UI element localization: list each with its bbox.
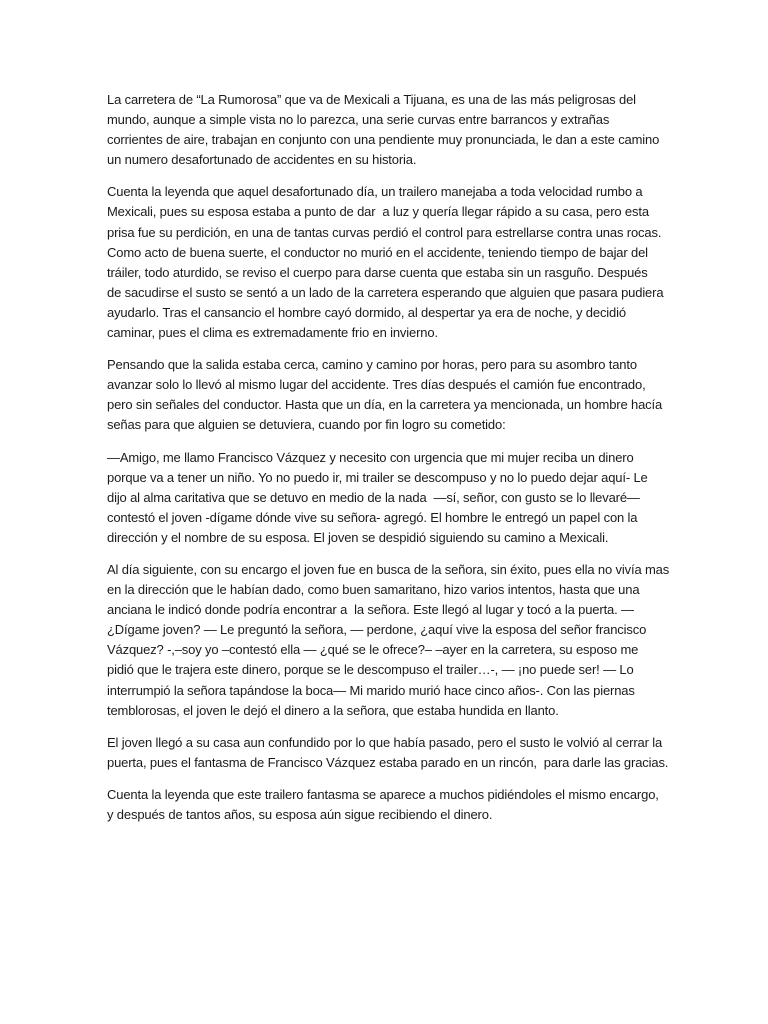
- text-line: corrientes de aire, trabajan en conjunto con una pendiente muy pronunciada, le dan a este camino: [107, 132, 660, 148]
- text-line: y después de tantos años, su esposa aún sigue recibiendo el dinero.: [107, 807, 493, 822]
- text-line: porque va a tener un niño. Yo no puedo ir, mi trailer se descompuso y no lo puedo dejar aquí- Le: [107, 469, 648, 485]
- text-line: Al día siguiente, con su encargo el joven fue en busca de la señora, sin éxito, pues ella no vivía mas: [107, 561, 670, 577]
- paragraph-5: [107, 560, 707, 721]
- text-line: anciana le indicó donde podría encontrar a la señora. Este llegó al lugar y tocó a la puerta. —: [107, 602, 634, 618]
- text-line: Como acto de buena suerte, el conductor no murió en el accidente, teniendo tiempo de bajar del: [107, 244, 648, 260]
- text-line: —Amigo, me llamo Francisco Vázquez y necesito con urgencia que mi mujer reciba un dinero: [107, 449, 634, 465]
- text-line: Cuenta la leyenda que este trailero fantasma se aparece a muchos pidiéndoles el mismo encargo,: [107, 786, 659, 802]
- text-line: La carretera de “La Rumorosa” que va de Mexicali a Tijuana, es una de las más peligrosas del: [107, 92, 636, 107]
- paragraph-7: [107, 785, 707, 825]
- text-line: Cuenta la leyenda que aquel desafortunado día, un trailero manejaba a toda velocidad rumbo a: [107, 184, 643, 200]
- text-line: señas para que alguien se detuviera, cuando por fin logro su cometido:: [107, 417, 506, 433]
- text-line: Vázquez? -,–soy yo –contestó ella — ¿qué se le ofrece?– –ayer en la carretera, su esposo me: [107, 642, 639, 658]
- paragraph-2: [107, 182, 707, 343]
- paragraph-4: [107, 448, 707, 548]
- text-line: Mexicali, pues su esposa estaba a punto de dar a luz y quería llegar rápido a su casa, pero esta: [107, 204, 649, 220]
- text-line: de sacudirse el susto se sentó a un lado de la carretera esperando que alguien que pasara pudiera: [107, 284, 664, 300]
- text-line: dirección y el nombre de su esposa. El joven se despidió siguiendo su camino a Mexicali.: [107, 529, 609, 545]
- text-line: caminar, pues el clima es extremadamente frio en invierno.: [107, 325, 438, 341]
- text-line: prisa fue su perdición, en una de tantas curvas perdió el control para estrellarse contra unas rocas.: [107, 224, 662, 240]
- text-line: mundo, aunque a simple vista no lo parezca, una serie curvas entre barrancos y extrañas: [107, 112, 610, 128]
- text-line: pero sin señales del conductor. Hasta que un día, en la carretera ya mencionada, un hombre hacía: [107, 397, 663, 413]
- text-line: El joven llegó a su casa aun confundido por lo que había pasado, pero el susto le volvió al cerrar la: [107, 734, 663, 750]
- text-line: en la dirección que le habían dado, como buen samaritano, hizo varios intentos, hasta que una: [107, 582, 640, 598]
- text-line: tráiler, todo aturdido, se reviso el cuerpo para darse cuenta que estaba sin un rasguño. Después: [107, 264, 648, 280]
- text-line: ¿Dígame joven? — Le preguntó la señora, — perdone, ¿aquí vive la esposa del señor francisco: [107, 622, 647, 638]
- text-line: avanzar solo lo llevó al mismo lugar del accidente. Tres días después el camión fue encontrado,: [107, 377, 646, 393]
- document-body: [107, 90, 707, 837]
- paragraph-1: [107, 90, 707, 170]
- text-line: dijo al alma caritativa que se detuvo en medio de la nada —sí, señor, con gusto se lo llevaré—: [107, 489, 640, 505]
- text-line: temblorosas, el joven le dejó el dinero a la señora, que estaba hundida en llanto.: [107, 702, 559, 718]
- text-line: ayudarlo. Tras el cansancio el hombre cayó dormido, al despertar ya era de noche, y decidió: [107, 304, 626, 320]
- text-line: pidió que le trajera este dinero, porque se le descompuso el trailer…-, — ¡no puede ser! — Lo: [107, 662, 634, 678]
- text-line: un numero desafortunado de accidentes en su historia.: [107, 152, 417, 168]
- text-line: Pensando que la salida estaba cerca, camino y camino por horas, pero para su asombro tanto: [107, 357, 637, 373]
- text-line: puerta, pues el fantasma de Francisco Vázquez estaba parado en un rincón, para darle las gracias.: [107, 754, 669, 770]
- paragraph-6: [107, 733, 707, 773]
- text-line: contestó el joven -dígame dónde vive su señora- agregó. El hombre le entregó un papel con la: [107, 509, 638, 525]
- paragraph-3: [107, 355, 707, 435]
- text-line: interrumpió la señora tapándose la boca— Mi marido murió hace cinco años-. Con las piernas: [107, 682, 635, 698]
